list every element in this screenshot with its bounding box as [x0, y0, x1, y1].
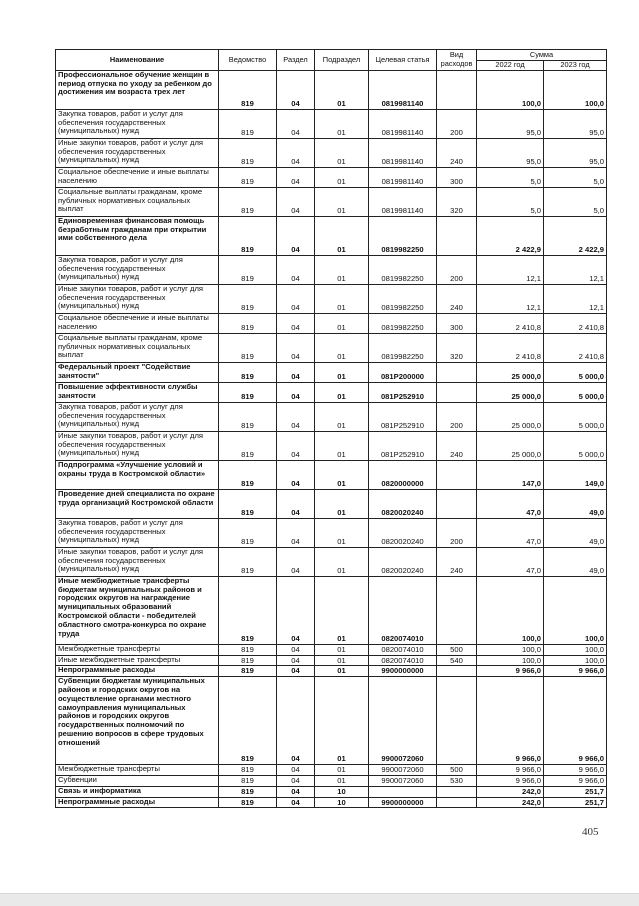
cell-expense-type: 300 [437, 167, 477, 187]
cell-name: Иные закупки товаров, работ и услуг для обеспечения государственных (муниципальных) нужд [56, 284, 219, 313]
cell-section: 04 [277, 775, 315, 786]
cell-2023: 9 966,0 [544, 677, 607, 765]
cell-name: Закупка товаров, работ и услуг для обеспечения государственных (муниципальных) нужд [56, 402, 219, 431]
table-row [56, 382, 607, 402]
cell-section: 04 [277, 576, 315, 644]
cell-department: 819 [219, 797, 277, 808]
cell-subsection: 01 [315, 109, 369, 138]
cell-section: 04 [277, 167, 315, 187]
cell-2023: 49,0 [544, 547, 607, 576]
cell-expense-type [437, 797, 477, 808]
cell-expense-type: 320 [437, 333, 477, 362]
cell-2022: 47,0 [477, 489, 544, 518]
cell-subsection: 01 [315, 460, 369, 489]
cell-department: 819 [219, 70, 277, 109]
table-row [56, 216, 607, 255]
cell-target-article: 0820020240 [369, 547, 437, 576]
cell-2023: 5,0 [544, 167, 607, 187]
cell-name: Закупка товаров, работ и услуг для обеспечения государственных (муниципальных) нужд [56, 518, 219, 547]
cell-department: 819 [219, 677, 277, 765]
cell-2022: 95,0 [477, 109, 544, 138]
table-row [56, 70, 607, 109]
cell-target-article: 0819981140 [369, 138, 437, 167]
cell-department: 819 [219, 362, 277, 382]
cell-subsection: 01 [315, 313, 369, 333]
cell-department: 819 [219, 333, 277, 362]
cell-department: 819 [219, 284, 277, 313]
cell-department: 819 [219, 655, 277, 666]
cell-subsection: 01 [315, 677, 369, 765]
cell-2023: 95,0 [544, 138, 607, 167]
cell-target-article: 081P252910 [369, 382, 437, 402]
cell-expense-type [437, 216, 477, 255]
cell-department: 819 [219, 216, 277, 255]
header-section: Раздел [277, 50, 315, 71]
cell-name: Межбюджетные трансферты [56, 644, 219, 655]
table-row [56, 138, 607, 167]
cell-2023: 149,0 [544, 460, 607, 489]
cell-name: Федеральный проект "Содействие занятости" [56, 362, 219, 382]
cell-name: Иные межбюджетные трансферты [56, 655, 219, 666]
table-row [56, 677, 607, 765]
cell-section: 04 [277, 255, 315, 284]
cell-2022: 5,0 [477, 167, 544, 187]
cell-section: 04 [277, 765, 315, 776]
cell-expense-type: 240 [437, 138, 477, 167]
cell-2022: 5,0 [477, 187, 544, 216]
cell-section: 04 [277, 655, 315, 666]
cell-expense-type [437, 677, 477, 765]
cell-target-article: 0820074010 [369, 644, 437, 655]
cell-2023: 251,7 [544, 797, 607, 808]
header-department: Ведомство [219, 50, 277, 71]
cell-2022: 100,0 [477, 576, 544, 644]
cell-2022: 47,0 [477, 547, 544, 576]
table-row [56, 489, 607, 518]
cell-subsection: 10 [315, 786, 369, 797]
cell-target-article: 0819982250 [369, 333, 437, 362]
cell-expense-type: 200 [437, 518, 477, 547]
cell-2022: 95,0 [477, 138, 544, 167]
cell-expense-type: 240 [437, 547, 477, 576]
cell-2022: 9 966,0 [477, 666, 544, 677]
table-row [56, 333, 607, 362]
cell-expense-type [437, 382, 477, 402]
cell-target-article: 081P252910 [369, 402, 437, 431]
header-name: Наименование [56, 50, 219, 71]
cell-section: 04 [277, 489, 315, 518]
cell-target-article: 0820020240 [369, 518, 437, 547]
cell-target-article: 9900000000 [369, 797, 437, 808]
cell-subsection: 10 [315, 797, 369, 808]
cell-2023: 2 422,9 [544, 216, 607, 255]
table-row [56, 786, 607, 797]
cell-department: 819 [219, 547, 277, 576]
table-body [56, 70, 607, 808]
header-year-2022: 2022 год [477, 61, 544, 71]
cell-expense-type: 240 [437, 284, 477, 313]
table-row [56, 576, 607, 644]
cell-target-article: 0820020240 [369, 489, 437, 518]
budget-table [55, 49, 607, 808]
cell-2022: 242,0 [477, 786, 544, 797]
cell-subsection: 01 [315, 547, 369, 576]
header-expense-type: Вид расходов [437, 50, 477, 71]
cell-section: 04 [277, 644, 315, 655]
cell-target-article: 081P252910 [369, 431, 437, 460]
table-row [56, 255, 607, 284]
cell-subsection: 01 [315, 138, 369, 167]
table-row [56, 547, 607, 576]
header-target-article: Целевая статья [369, 50, 437, 71]
cell-2022: 25 000,0 [477, 431, 544, 460]
cell-section: 04 [277, 313, 315, 333]
cell-name: Социальные выплаты гражданам, кроме публичных нормативных социальных выплат [56, 333, 219, 362]
cell-2023: 100,0 [544, 70, 607, 109]
cell-name: Иные межбюджетные трансферты бюджетам муниципальных районов и городских округов на награждение муниципальных образований Костромской области - победителей областного смотра-конкурса по охране труда [56, 576, 219, 644]
cell-name: Иные закупки товаров, работ и услуг для обеспечения государственных (муниципальных) нужд [56, 547, 219, 576]
cell-2022: 2 422,9 [477, 216, 544, 255]
cell-section: 04 [277, 109, 315, 138]
cell-section: 04 [277, 284, 315, 313]
cell-subsection: 01 [315, 187, 369, 216]
cell-target-article: 0820074010 [369, 655, 437, 666]
cell-department: 819 [219, 255, 277, 284]
table-row [56, 284, 607, 313]
cell-target-article: 0819982250 [369, 255, 437, 284]
cell-department: 819 [219, 109, 277, 138]
cell-department: 819 [219, 765, 277, 776]
cell-section: 04 [277, 786, 315, 797]
cell-department: 819 [219, 402, 277, 431]
cell-expense-type: 200 [437, 255, 477, 284]
cell-target-article: 9900000000 [369, 666, 437, 677]
cell-subsection: 01 [315, 518, 369, 547]
table-row [56, 797, 607, 808]
cell-name: Связь и информатика [56, 786, 219, 797]
cell-section: 04 [277, 333, 315, 362]
cell-2023: 5,0 [544, 187, 607, 216]
cell-expense-type: 530 [437, 775, 477, 786]
cell-subsection: 01 [315, 775, 369, 786]
cell-2023: 9 966,0 [544, 775, 607, 786]
cell-name: Иные закупки товаров, работ и услуг для обеспечения государственных (муниципальных) нужд [56, 431, 219, 460]
cell-expense-type [437, 786, 477, 797]
cell-name: Субвенции [56, 775, 219, 786]
cell-target-article: 0820074010 [369, 576, 437, 644]
cell-name: Социальное обеспечение и иные выплаты населению [56, 313, 219, 333]
cell-department: 819 [219, 187, 277, 216]
cell-name: Закупка товаров, работ и услуг для обеспечения государственных (муниципальных) нужд [56, 255, 219, 284]
cell-2022: 9 966,0 [477, 775, 544, 786]
cell-2023: 100,0 [544, 655, 607, 666]
cell-section: 04 [277, 677, 315, 765]
table-row [56, 187, 607, 216]
table-row [56, 655, 607, 666]
cell-department: 819 [219, 460, 277, 489]
cell-subsection: 01 [315, 655, 369, 666]
table-row [56, 460, 607, 489]
cell-expense-type: 320 [437, 187, 477, 216]
cell-section: 04 [277, 70, 315, 109]
cell-department: 819 [219, 644, 277, 655]
cell-subsection: 01 [315, 255, 369, 284]
cell-target-article: 9900072060 [369, 775, 437, 786]
cell-department: 819 [219, 518, 277, 547]
cell-subsection: 01 [315, 70, 369, 109]
cell-section: 04 [277, 547, 315, 576]
cell-name: Единовременная финансовая помощь безработным гражданам при открытии ими собственного дела [56, 216, 219, 255]
cell-department: 819 [219, 666, 277, 677]
scan-bottom-strip [0, 893, 639, 906]
cell-target-article: 9900072060 [369, 765, 437, 776]
cell-subsection: 01 [315, 765, 369, 776]
cell-subsection: 01 [315, 402, 369, 431]
cell-department: 819 [219, 576, 277, 644]
cell-subsection: 01 [315, 666, 369, 677]
cell-2022: 25 000,0 [477, 402, 544, 431]
cell-target-article [369, 786, 437, 797]
cell-expense-type: 200 [437, 109, 477, 138]
cell-2022: 9 966,0 [477, 765, 544, 776]
cell-target-article: 0819981140 [369, 109, 437, 138]
table-row [56, 775, 607, 786]
cell-2022: 100,0 [477, 70, 544, 109]
cell-expense-type [437, 70, 477, 109]
cell-name: Повышение эффективности службы занятости [56, 382, 219, 402]
cell-department: 819 [219, 775, 277, 786]
header-sum: Сумма [477, 50, 607, 61]
cell-section: 04 [277, 797, 315, 808]
cell-2022: 100,0 [477, 644, 544, 655]
cell-2022: 2 410,8 [477, 313, 544, 333]
cell-2023: 2 410,8 [544, 313, 607, 333]
cell-2023: 9 966,0 [544, 666, 607, 677]
table-row [56, 313, 607, 333]
cell-2022: 242,0 [477, 797, 544, 808]
cell-2023: 5 000,0 [544, 431, 607, 460]
cell-department: 819 [219, 382, 277, 402]
table-row [56, 402, 607, 431]
cell-section: 04 [277, 460, 315, 489]
cell-2022: 2 410,8 [477, 333, 544, 362]
cell-subsection: 01 [315, 431, 369, 460]
cell-2023: 5 000,0 [544, 382, 607, 402]
cell-2022: 25 000,0 [477, 382, 544, 402]
cell-subsection: 01 [315, 382, 369, 402]
cell-name: Иные закупки товаров, работ и услуг для обеспечения государственных (муниципальных) нужд [56, 138, 219, 167]
cell-2023: 12,1 [544, 255, 607, 284]
cell-expense-type [437, 362, 477, 382]
cell-expense-type [437, 489, 477, 518]
cell-2023: 5 000,0 [544, 362, 607, 382]
table-row [56, 518, 607, 547]
cell-target-article: 0819982250 [369, 284, 437, 313]
cell-2023: 251,7 [544, 786, 607, 797]
cell-target-article: 0819981140 [369, 167, 437, 187]
table-header [56, 50, 607, 71]
cell-target-article: 0819981140 [369, 70, 437, 109]
cell-section: 04 [277, 402, 315, 431]
cell-department: 819 [219, 167, 277, 187]
cell-2023: 95,0 [544, 109, 607, 138]
cell-target-article: 0820000000 [369, 460, 437, 489]
cell-name: Профессиональное обучение женщин в период отпуска по уходу за ребенком до достижения им возраста трех лет [56, 70, 219, 109]
cell-2023: 2 410,8 [544, 333, 607, 362]
cell-name: Субвенции бюджетам муниципальных районов и городских округов на осуществление органами местного самоуправления муниципальных районов и городских округов государственных полномочий по решению вопросов в сфере трудовых отношений [56, 677, 219, 765]
cell-name: Социальное обеспечение и иные выплаты населению [56, 167, 219, 187]
table-row [56, 362, 607, 382]
cell-target-article: 0819982250 [369, 216, 437, 255]
page-number: 405 [582, 826, 599, 838]
table-row [56, 765, 607, 776]
cell-department: 819 [219, 313, 277, 333]
cell-expense-type: 540 [437, 655, 477, 666]
cell-section: 04 [277, 666, 315, 677]
cell-expense-type [437, 666, 477, 677]
cell-target-article: 0819982250 [369, 313, 437, 333]
cell-2023: 49,0 [544, 518, 607, 547]
cell-2023: 9 966,0 [544, 765, 607, 776]
cell-subsection: 01 [315, 284, 369, 313]
cell-department: 819 [219, 138, 277, 167]
cell-expense-type: 500 [437, 765, 477, 776]
cell-2023: 12,1 [544, 284, 607, 313]
cell-name: Межбюджетные трансферты [56, 765, 219, 776]
cell-2023: 100,0 [544, 644, 607, 655]
cell-target-article: 0819981140 [369, 187, 437, 216]
cell-expense-type: 300 [437, 313, 477, 333]
cell-name: Подпрограмма «Улучшение условий и охраны труда в Костромской области» [56, 460, 219, 489]
header-subsection: Подраздел [315, 50, 369, 71]
cell-2022: 12,1 [477, 284, 544, 313]
cell-name: Социальные выплаты гражданам, кроме публичных нормативных социальных выплат [56, 187, 219, 216]
cell-subsection: 01 [315, 489, 369, 518]
cell-name: Проведение дней специалиста по охране труда организаций Костромской области [56, 489, 219, 518]
cell-2023: 49,0 [544, 489, 607, 518]
cell-2022: 147,0 [477, 460, 544, 489]
cell-section: 04 [277, 138, 315, 167]
cell-subsection: 01 [315, 333, 369, 362]
cell-2023: 5 000,0 [544, 402, 607, 431]
cell-name: Непрограммные расходы [56, 666, 219, 677]
cell-2023: 100,0 [544, 576, 607, 644]
table-row [56, 666, 607, 677]
table-row [56, 431, 607, 460]
cell-target-article: 9900072060 [369, 677, 437, 765]
cell-target-article: 081P200000 [369, 362, 437, 382]
cell-subsection: 01 [315, 167, 369, 187]
cell-subsection: 01 [315, 644, 369, 655]
cell-section: 04 [277, 362, 315, 382]
cell-section: 04 [277, 518, 315, 547]
cell-2022: 9 966,0 [477, 677, 544, 765]
cell-section: 04 [277, 431, 315, 460]
cell-department: 819 [219, 489, 277, 518]
cell-2022: 47,0 [477, 518, 544, 547]
cell-name: Непрограммные расходы [56, 797, 219, 808]
cell-section: 04 [277, 382, 315, 402]
header-year-2023: 2023 год [544, 61, 607, 71]
cell-2022: 12,1 [477, 255, 544, 284]
cell-department: 819 [219, 786, 277, 797]
cell-subsection: 01 [315, 362, 369, 382]
cell-expense-type [437, 576, 477, 644]
cell-expense-type: 500 [437, 644, 477, 655]
cell-department: 819 [219, 431, 277, 460]
cell-2022: 100,0 [477, 655, 544, 666]
table-row [56, 644, 607, 655]
cell-expense-type: 200 [437, 402, 477, 431]
cell-section: 04 [277, 216, 315, 255]
cell-name: Закупка товаров, работ и услуг для обеспечения государственных (муниципальных) нужд [56, 109, 219, 138]
cell-2022: 25 000,0 [477, 362, 544, 382]
cell-section: 04 [277, 187, 315, 216]
cell-subsection: 01 [315, 216, 369, 255]
cell-expense-type: 240 [437, 431, 477, 460]
cell-expense-type [437, 460, 477, 489]
table-row [56, 109, 607, 138]
cell-subsection: 01 [315, 576, 369, 644]
table-row [56, 167, 607, 187]
